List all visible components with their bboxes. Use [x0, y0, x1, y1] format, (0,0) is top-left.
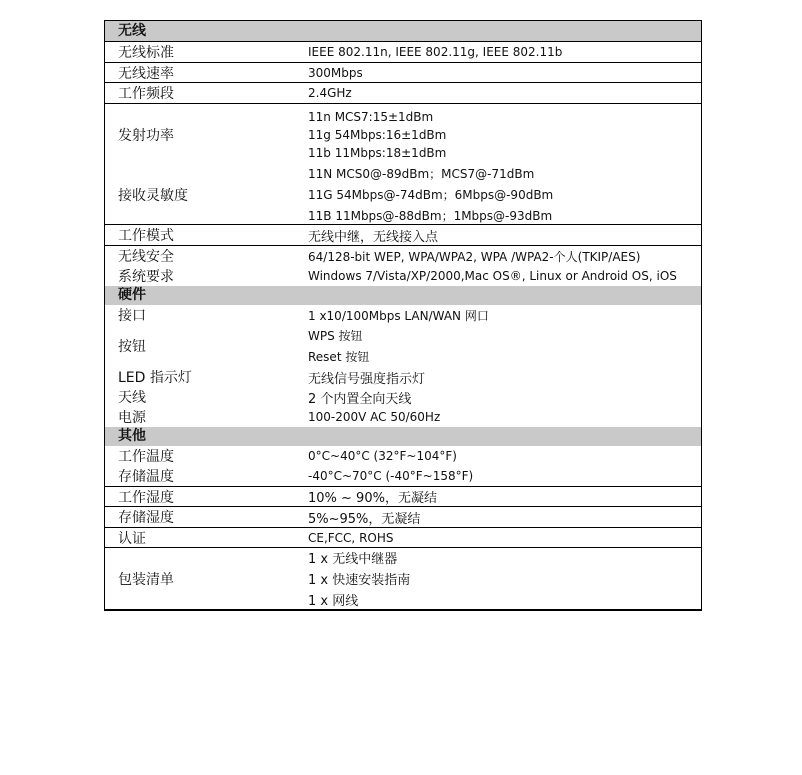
spec-row-button: [105, 325, 701, 367]
spec-value-line: 11g 54Mbps:16±1dBm: [308, 127, 447, 142]
spec-label: 无线安全: [118, 249, 174, 265]
spec-row-certification: [105, 528, 701, 548]
spec-label: 系统要求: [118, 269, 174, 285]
spec-value-line: 11N MCS0@-89dBm；MCS7@-71dBm: [308, 167, 535, 181]
spec-value-line: WPS 按钮: [308, 329, 363, 343]
spec-value: -40°C~70°C (-40°F~158°F): [308, 469, 474, 483]
spec-value-line: 1 x 无线中继器: [308, 552, 398, 567]
spec-row-antenna: [105, 387, 701, 407]
section-header-hardware: 硬件: [105, 286, 701, 305]
spec-value-line: 1 x 快速安装指南: [308, 573, 411, 588]
spec-value: 0°C~40°C (32°F~104°F): [308, 449, 457, 463]
spec-row-rx-sensitivity: [105, 165, 701, 225]
spec-value: 300Mbps: [308, 65, 363, 80]
spec-value: [296, 104, 701, 165]
spec-label: 发射功率: [118, 127, 174, 144]
spec-label: 工作湿度: [118, 489, 174, 506]
spec-value-line: 1 x 网线: [308, 594, 359, 609]
spec-value: [296, 325, 701, 367]
section-header-other: 其他: [105, 427, 701, 446]
spec-label: 工作频段: [118, 86, 174, 102]
spec-row-standard: [105, 42, 701, 63]
spec-row-port: [105, 305, 701, 325]
spec-value: [296, 165, 701, 224]
spec-row-package: [105, 548, 701, 609]
spec-value: IEEE 802.11n, IEEE 802.11g, IEEE 802.11b: [308, 45, 563, 59]
spec-row-power: [105, 407, 701, 427]
spec-label: 按钮: [118, 339, 146, 355]
spec-label: 接口: [118, 308, 146, 324]
spec-value-line: 11B 11Mbps@-88dBm；1Mbps@-93dBm: [308, 209, 553, 223]
spec-value: [296, 548, 701, 609]
spec-value: 2.4GHz: [308, 86, 352, 100]
spec-label: 天线: [118, 390, 146, 406]
spec-label: 存储温度: [118, 469, 174, 485]
spec-label: 无线速率: [118, 65, 174, 82]
spec-label: 接收灵敏度: [118, 187, 188, 204]
spec-value-line: Reset 按钮: [308, 350, 370, 364]
spec-value: 2 个内置全向天线: [308, 391, 412, 407]
spec-row-st-temp: [105, 466, 701, 487]
spec-table: [104, 20, 702, 611]
spec-label: 无线标准: [118, 45, 174, 61]
spec-row-tx-power: [105, 104, 701, 165]
spec-value-line: 11n MCS7:15±1dBm: [308, 109, 434, 124]
spec-value: 无线信号强度指示灯: [308, 371, 426, 387]
spec-label: 存储湿度: [118, 510, 174, 526]
spec-row-system: [105, 266, 701, 286]
section-header-wireless: 无线: [105, 21, 701, 42]
spec-row-op-temp: [105, 446, 701, 466]
spec-label: 包装清单: [118, 571, 174, 588]
spec-value: CE,FCC, ROHS: [308, 530, 394, 545]
spec-row-led: [105, 367, 701, 387]
spec-row-st-humidity: [105, 507, 701, 528]
spec-value: 64/128-bit WEP, WPA/WPA2, WPA /WPA2-个人(TKIP/AES): [308, 249, 641, 264]
spec-value: 5%~95%，无凝结: [308, 511, 421, 527]
spec-value: 无线中继，无线接入点: [308, 229, 439, 245]
spec-label: LED 指示灯: [118, 370, 192, 386]
spec-label: 认证: [118, 530, 146, 547]
spec-row-mode: [105, 225, 701, 246]
spec-row-rate: [105, 63, 701, 83]
spec-value: Windows 7/Vista/XP/2000,Mac OS®, Linux or Android OS, iOS: [308, 269, 677, 283]
spec-label: 工作温度: [118, 449, 174, 465]
spec-value: 100-200V AC 50/60Hz: [308, 410, 441, 424]
spec-value-line: 11b 11Mbps:18±1dBm: [308, 145, 447, 160]
spec-row-band: [105, 83, 701, 104]
spec-value-line: 11G 54Mbps@-74dBm；6Mbps@-90dBm: [308, 188, 554, 202]
spec-label: 电源: [118, 410, 146, 426]
spec-value: 1 x10/100Mbps LAN/WAN 网口: [308, 308, 489, 323]
spec-row-op-humidity: [105, 487, 701, 507]
spec-value: 10% ~ 90%，无凝结: [308, 491, 437, 506]
spec-row-security: [105, 246, 701, 266]
spec-label: 工作模式: [118, 228, 174, 244]
